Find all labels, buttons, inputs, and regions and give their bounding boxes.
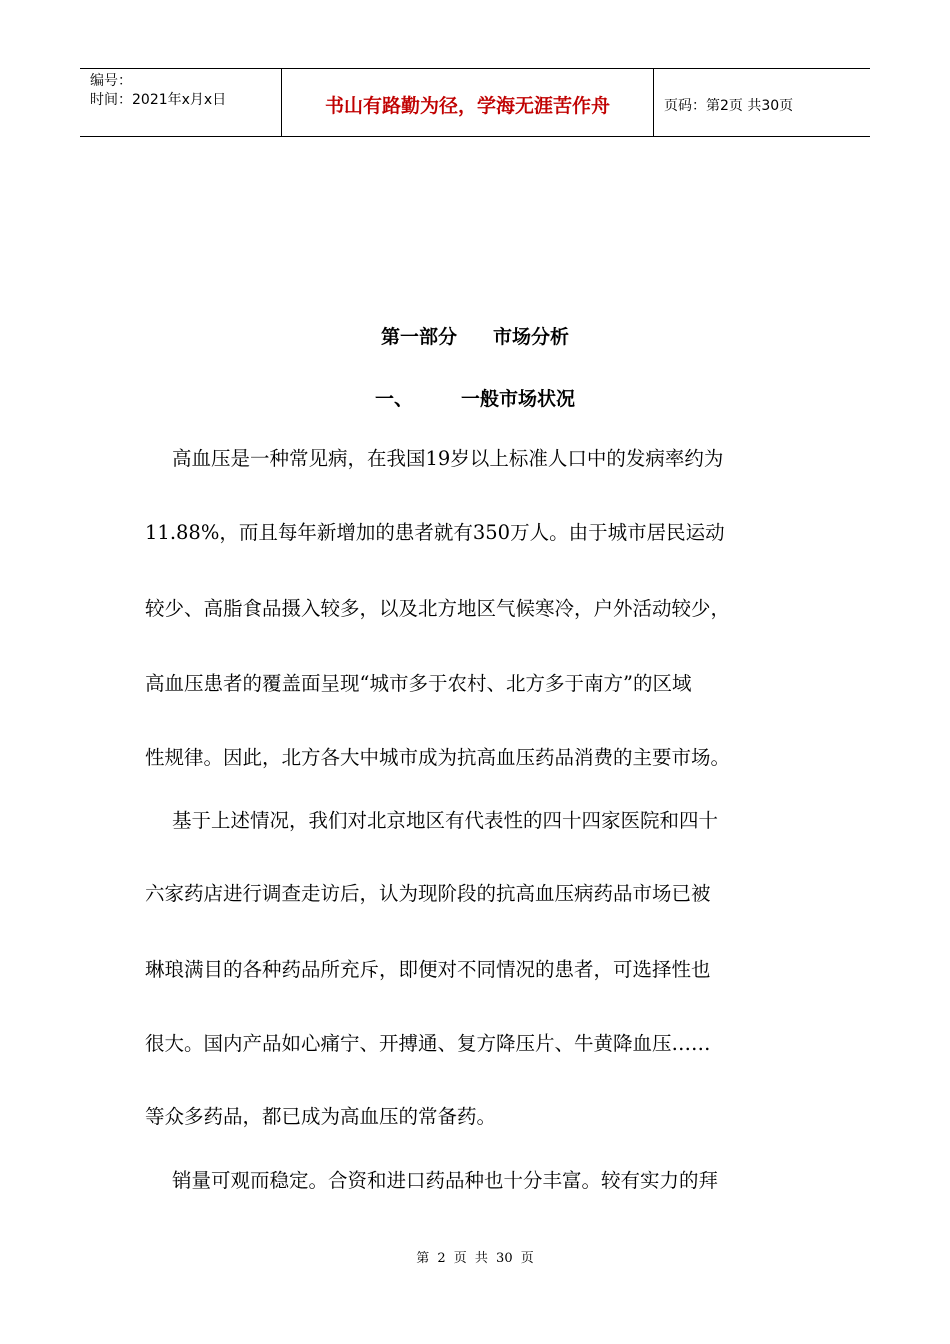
subsection-title [0,384,950,411]
body-line: 等众多药品，都已成为高血压的常备药。 [145,1105,497,1128]
page-header [80,68,870,137]
body-line: 琳琅满目的各种药品所充斥，即便对不同情况的患者，可选择性也 [145,958,711,981]
body-line: 销量可观而稳定。合资和进口药品种也十分丰富。较有实力的拜 [172,1169,719,1192]
section-name: 市场分析 [493,326,570,348]
number-label: 编号： [90,73,132,89]
section-title [0,322,950,349]
body-line: 六家药店进行调查走访后，认为现阶段的抗高血压病药品市场已被 [145,882,711,905]
subsection-number: 一、 [374,388,413,410]
body-line: 高血压患者的覆盖面呈现“城市多于农村、北方多于南方”的区域 [145,672,692,695]
header-page-info: 页码：第2页 共30页 [664,97,794,114]
body-line: 较少、高脂食品摄入较多，以及北方地区气候寒冷，户外活动较少， [145,597,731,620]
body-line: 性规律。因此，北方各大中城市成为抗高血压药品消费的主要市场。 [145,746,731,769]
body-line: 基于上述情况，我们对北京地区有代表性的四十四家医院和四十 [172,809,719,832]
page-footer: 第 2 页 共 30 页 [416,1251,534,1266]
header-motto: 书山有路勤为径，学海无涯苦作舟 [282,69,654,136]
body-line: 很大。国内产品如心痛宁、开搏通、复方降压片、牛黄降血压…… [145,1032,711,1055]
body-line: 高血压是一种常见病，在我国19岁以上标准人口中的发病率约为 [172,447,724,470]
date-label: 时间：2021年x月x日 [90,92,227,108]
header-meta [80,69,282,136]
subsection-name: 一般市场状况 [461,388,576,410]
section-part: 第一部分 [380,326,457,348]
body-line: 11.88%，而且每年新增加的患者就有350万人。由于城市居民运动 [145,521,725,544]
